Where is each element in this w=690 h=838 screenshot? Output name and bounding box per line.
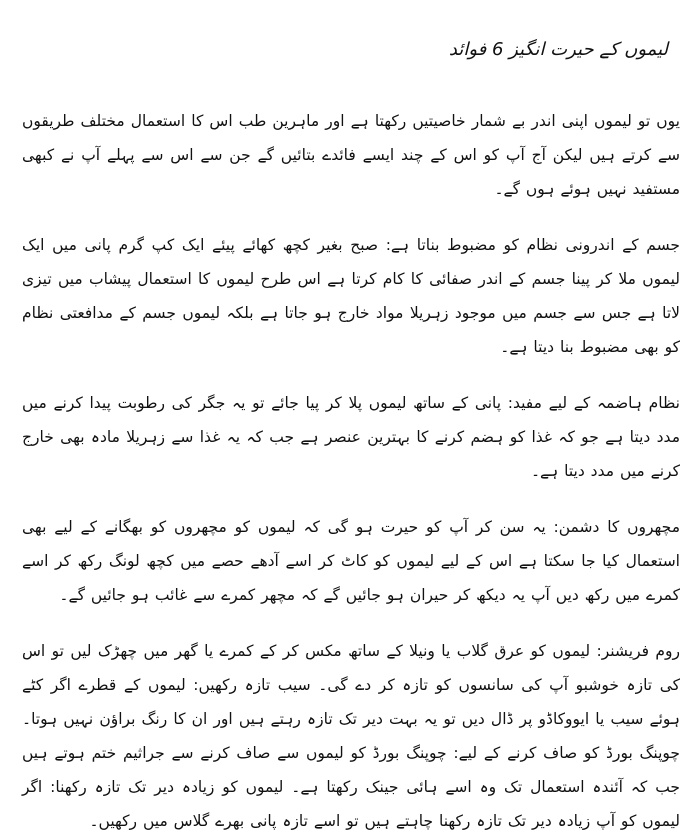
paragraph-other-uses: روم فریشنر: لیموں کو عرق گلاب یا ونیلا کے ساتھ مکس کر کے کمرے یا گھر میں چھڑک لیں تو اس کی تازہ خوشبو آپ کی سانسوں کو تازہ کر دے گی۔ سیب تازہ رکھیں: لیموں کے قطرے اگر کٹے ہوئے سیب یا ایووکاڈو پر ڈال دیں تو یہ بہت دیر تک تازہ رہتے ہیں اور ان کا رنگ براؤن نہیں ہوتا۔ چوپنگ بورڈ کو صاف کرنے کے لیے: چوپنگ بورڈ کو لیموں سے صاف کرنے سے جراثیم ختم ہوتے ہیں جب کہ آئندہ استعمال تک وہ اسے ہائی جینک رکھتا ہے۔ لیموں کو زیادہ دیر تک تازہ رکھنا: اگر لیموں کو آپ زیادہ دیر تک تازہ رکھنا چاہتے ہیں تو اسے تازہ پانی بھرے گلاس میں رکھیں۔: [22, 642, 680, 830]
article-title: لیموں کے حیرت انگیز 6 فوائد: [448, 39, 668, 60]
paragraph-intro: یوں تو لیموں اپنی اندر بے شمار خاصیتیں رکھتا ہے اور ماہرین طب اس کا استعمال مختلف طریقوں سے کرتے ہیں لیکن آج آپ کو اس کے چند ایسے فائدے بتائیں گے جن سے اس سے پہلے آپ نے کبھی مستفید نہیں ہوئے ہوں گے۔: [22, 112, 680, 198]
paragraph-mosquito: مچھروں کا دشمن: یہ سن کر آپ کو حیرت ہو گی کہ لیموں کو مچھروں کو بھگانے کے لیے بھی استعمال کیا جا سکتا ہے اس کے لیے لیموں کو کاٹ کر اسے آدھے حصے میں کچھ لونگ رکھ کر اسے کمرے میں رکھ دیں آپ یہ دیکھ کر حیران ہو جائیں گے کہ مچھر کمرے سے غائب ہو جائیں گے۔: [22, 518, 680, 604]
paragraph-immune-system: جسم کے اندرونی نظام کو مضبوط بناتا ہے: صبح بغیر کچھ کھائے پیئے ایک کپ گرم پانی میں ایک لیموں ملا کر پینا جسم کے اندر صفائی کا کام کرتا ہے اس طرح لیموں کا استعمال پیشاب میں تیزی لاتا ہے جس سے جسم میں موجود زہریلا مواد خارج ہو جاتا ہے بلکہ لیموں جسم کے مدافعتی نظام کو بھی مضبوط بنا دیتا ہے۔: [22, 236, 680, 356]
paragraph-digestion: نظام ہاضمہ کے لیے مفید: پانی کے ساتھ لیموں پلا کر پیا جائے تو یہ جگر کی رطوبت پیدا کرنے میں مدد دیتا ہے جو کہ غذا کو ہضم کرنے کا بہترین عنصر ہے جب کہ یہ غذا سے زہریلا مادہ بھی خارج کرنے میں مدد دیتا ہے۔: [22, 394, 680, 480]
